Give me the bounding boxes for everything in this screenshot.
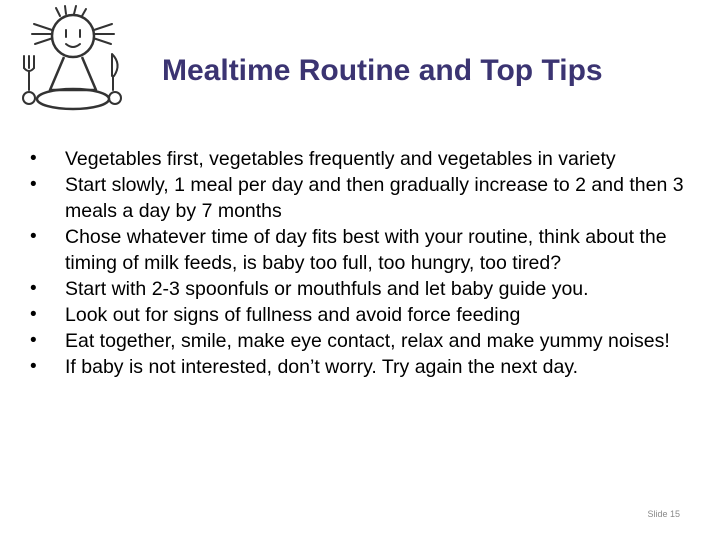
bullet-icon: •	[30, 304, 37, 325]
list-item	[30, 354, 690, 380]
child-with-fork-knife-and-plate-icon	[14, 4, 132, 116]
slide-number: Slide 15	[647, 509, 680, 519]
slide-title: Mealtime Routine and Top Tips	[162, 54, 603, 87]
list-item	[30, 302, 690, 328]
bullet-text: Look out for signs of fullness and avoid force feeding	[65, 304, 521, 326]
bullet-text: If baby is not interested, don’t worry. Try again the next day.	[65, 356, 579, 378]
bullet-text: Vegetables first, vegetables frequently and vegetables in variety	[65, 148, 616, 170]
list-item	[30, 172, 690, 224]
bullet-icon: •	[30, 356, 37, 377]
bullet-list	[30, 146, 690, 380]
bullet-text: Chose whatever time of day fits best with your routine, think about the timing of milk feeds, is baby too full, too hungry, too tired?	[65, 226, 667, 274]
bullet-icon: •	[30, 148, 37, 169]
list-item	[30, 328, 690, 354]
bullet-icon: •	[30, 226, 37, 247]
bullet-text: Eat together, smile, make eye contact, relax and make yummy noises!	[65, 330, 670, 352]
list-item	[30, 146, 690, 172]
bullet-text: Start slowly, 1 meal per day and then gradually increase to 2 and then 3 meals a day by 7 months	[65, 174, 684, 222]
bullet-icon: •	[30, 174, 37, 195]
list-item	[30, 276, 690, 302]
bullet-text: Start with 2-3 spoonfuls or mouthfuls and let baby guide you.	[65, 278, 589, 300]
bullet-icon: •	[30, 278, 37, 299]
list-item	[30, 224, 690, 276]
bullet-icon: •	[30, 330, 37, 351]
